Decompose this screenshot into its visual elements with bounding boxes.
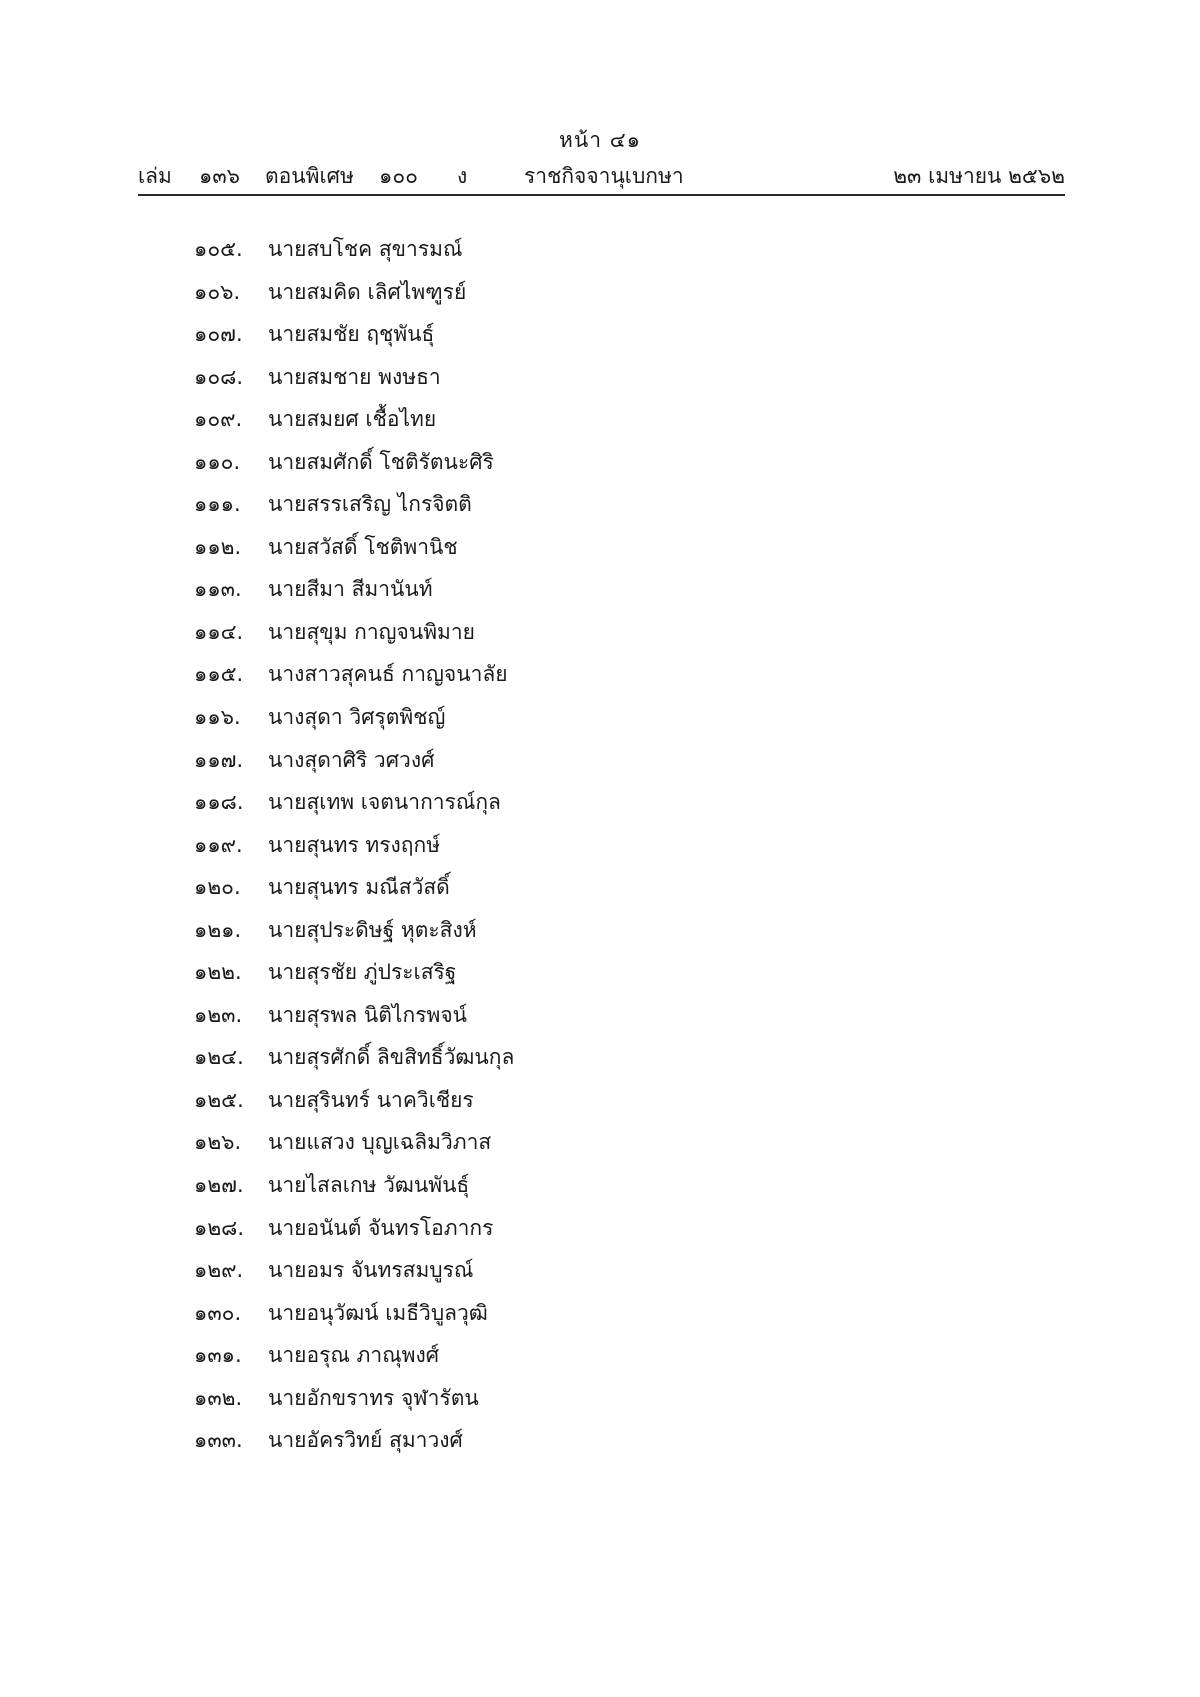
entry-name: นายสุรพล นิติไกรพจน์ [268,1002,467,1027]
entry-name: นายสมศักดิ์ โชติรัตนะศิริ [268,449,494,474]
list-item [194,909,514,952]
entry-number: ๑๑๕. [194,662,244,687]
issue-number: ๑๐๐ [379,164,418,188]
entry-name: นายสมชัย ฤชุพันธุ์ [268,322,435,347]
list-item [194,1164,514,1207]
entry-name: นางสุดาศิริ วศวงศ์ [268,747,435,772]
list-item [194,1292,514,1335]
name-list [194,228,514,1462]
entry-name: นายสบโชค สุขารมณ์ [268,237,463,261]
entry-name: นายอนุวัฒน์ เมธีวิบูลวุฒิ [268,1300,488,1325]
list-item [194,1036,514,1079]
entry-number: ๑๑๒. [194,534,242,559]
entry-name: นายอัครวิทย์ สุมาวงศ์ [268,1428,463,1453]
entry-number: ๑๐๙. [194,407,243,432]
entry-name: นายสุนทร มณีสวัสดิ์ [268,875,450,900]
entry-name: นายสุรศักดิ์ ลิขสิทธิ์วัฒนกุล [268,1045,515,1070]
entry-name: นายแสวง บุญเฉลิมวิภาส [268,1130,492,1155]
entry-name: นายสุรชัย ภู่ประเสริฐ [268,960,457,985]
list-item [194,611,514,654]
entry-name: นายสุขุม กาญจนพิมาย [268,619,475,644]
list-item [194,696,514,739]
section-letter: ง [457,164,468,188]
entry-number: ๑๓๒. [194,1385,243,1410]
entry-number: ๑๐๕. [194,237,243,261]
list-item [194,398,514,441]
list-item [194,1419,514,1462]
entry-number: ๑๐๘. [194,364,244,389]
entry-name: นายสุรินทร์ นาควิเชียร [268,1087,474,1112]
entry-number: ๑๓๐. [194,1300,242,1325]
list-item [194,1079,514,1122]
entry-name: นายสมคิด เลิศไพฑูรย์ [268,279,467,304]
entry-name: นางสาวสุคนธ์ กาญจนาลัย [268,662,508,687]
entry-number: ๑๑๓. [194,577,242,602]
entry-number: ๑๒๓. [194,1002,243,1027]
entry-number: ๑๐๗. [194,322,243,347]
entry-name: นายสวัสดิ์ โชติพานิช [268,534,458,559]
entry-number: ๑๑๐. [194,449,241,474]
entry-name: นางสุดา วิศรุตพิชญ์ [268,705,446,730]
list-item [194,1377,514,1420]
entry-number: ๑๐๖. [194,279,241,304]
issue-label: ตอนพิเศษ [265,164,354,188]
list-item [194,483,514,526]
list-item [194,994,514,1037]
list-item [194,1207,514,1250]
list-item [194,781,514,824]
entry-number: ๑๒๖. [194,1130,242,1155]
publication-date: ๒๓ เมษายน ๒๕๖๒ [893,164,1065,188]
entry-name: นายสุประดิษฐ์ หุตะสิงห์ [268,917,477,942]
list-item [194,1121,514,1164]
entry-number: ๑๓๑. [194,1343,242,1368]
entry-name: นายสมชาย พงษธา [268,364,441,389]
entry-name: นายไสลเกษ วัฒนพันธุ์ [268,1173,470,1198]
entry-number: ๑๒๒. [194,960,242,985]
list-item [194,824,514,867]
list-item [194,739,514,782]
gazette-title: ราชกิจจานุเบกษา [524,164,684,188]
entry-name: นายอรุณ ภาณุพงศ์ [268,1343,440,1368]
list-item [194,228,514,271]
entry-number: ๑๒๔. [194,1045,244,1070]
gazette-header [138,160,1065,190]
entry-name: นายสุนทร ทรงฤกษ์ [268,832,441,857]
entry-number: ๑๒๗. [194,1173,244,1198]
entry-number: ๑๑๘. [194,790,244,815]
list-item [194,526,514,569]
entry-name: นายสุเทพ เจตนาการณ์กุล [268,790,501,815]
entry-number: ๑๑๑. [194,492,241,517]
list-item [194,441,514,484]
entry-number: ๑๑๖. [194,705,241,730]
list-item [194,568,514,611]
page-number: หน้า ๔๑ [559,128,641,152]
entry-name: นายสรรเสริญ ไกรจิตติ [268,492,472,517]
entry-name: นายอนันต์ จันทรโอภากร [268,1215,494,1240]
list-item [194,1334,514,1377]
volume-label: เล่ม [138,164,172,188]
entry-number: ๑๒๘. [194,1215,245,1240]
list-item [194,951,514,994]
entry-name: นายสีมา สีมานันท์ [268,577,433,602]
entry-name: นายอักขราทร จุฬารัตน [268,1385,479,1410]
entry-name: นายสมยศ เชื้อไทย [268,407,437,432]
entry-number: ๑๓๓. [194,1428,243,1453]
entry-number: ๑๑๙. [194,832,243,857]
entry-number: ๑๑๗. [194,747,244,772]
entry-number: ๑๒๑. [194,917,242,942]
list-item [194,1249,514,1292]
list-item [194,866,514,909]
volume-number: ๑๓๖ [199,164,241,188]
list-item [194,313,514,356]
entry-number: ๑๒๙. [194,1258,244,1283]
entry-number: ๑๒๐. [194,875,241,900]
list-item [194,653,514,696]
header-divider [138,194,1065,196]
list-item [194,271,514,314]
list-item [194,356,514,399]
entry-name: นายอมร จันทรสมบูรณ์ [268,1258,474,1283]
entry-number: ๑๒๕. [194,1087,244,1112]
entry-number: ๑๑๔. [194,619,244,644]
